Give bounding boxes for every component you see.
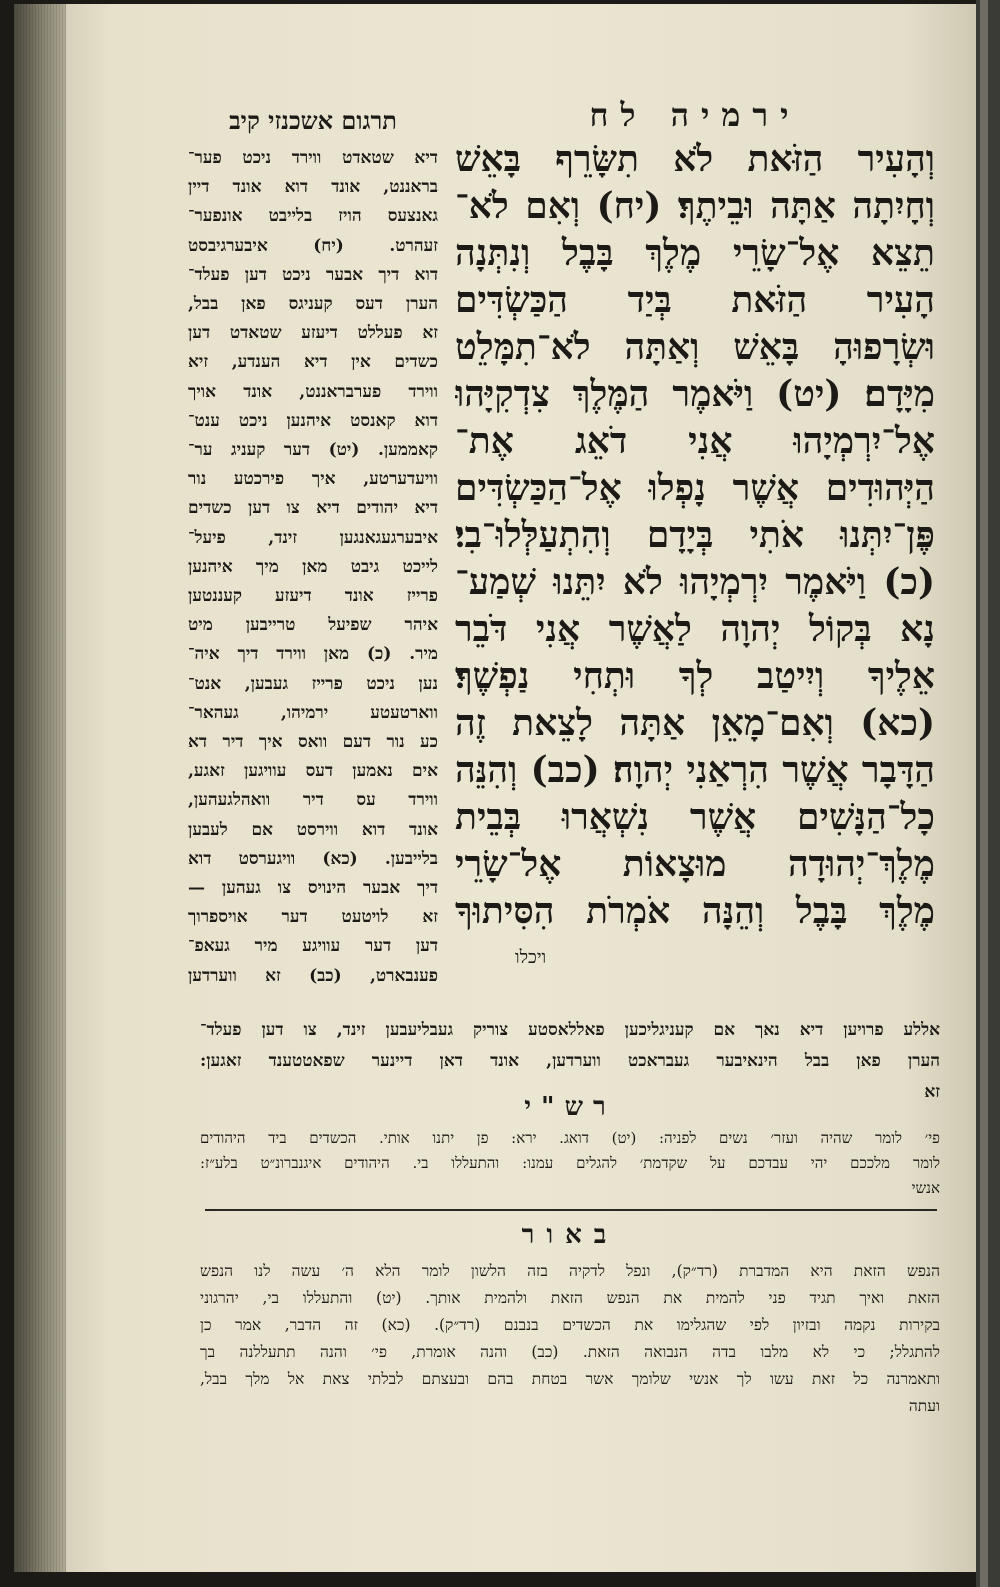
targum-line: ווארטעטע ירמיהו, געהאר־: [188, 702, 438, 723]
targum-line: נען ניכט פרייז געבען, אנט־: [188, 673, 438, 694]
main-text-line: מֶלֶךְ בָּבֶל וְהֵנָּה אֹמְרֹת הִסִּיתוּךָ: [455, 890, 935, 932]
targum-line: דיא שטאדט ווירד ניכט פער־: [188, 148, 438, 168]
main-text-line: מִיָּדָם׃ (יט) וַיֹּאמֶר הַמֶּלֶךְ צִדְקִיָּהוּ: [455, 373, 935, 415]
main-text-line: (כ) וַיֹּאמֶר יִרְמְיָהוּ לֹא יִתֵּנוּ שְׁמַע־: [455, 561, 935, 603]
targum-line: ווירד פערבראננט, אונד אויך: [188, 381, 438, 402]
targum-line: כשדים אין דיא הענדע, זיא: [188, 352, 438, 373]
targum-continuation-line: אללע פרויען דיא נאך אם קעניגליכען פאללאסטע צוריק געבליעבען זינד, צו דען פעלד־: [200, 1020, 940, 1040]
biur-title: באור: [521, 1220, 619, 1250]
targum-line: פרייז אונד דיעזע קעננטען: [188, 586, 438, 607]
rashi-title: רש"י: [524, 1092, 616, 1122]
main-text-line: תֵצֵא אֶל־שָׂרֵי מֶלֶךְ בָּבֶל וְנִתְּנָה: [455, 232, 935, 274]
biur-catchword: ועתה: [908, 1397, 940, 1415]
biur-line: בקירות נקמה ובזיון לפי שהגלימו את הכשדים בנבנם (רד״ק). (כא) זה הדבר, אמר כן: [200, 1316, 940, 1334]
targum-line: דיא יהודים דיא צו דען כשדים: [188, 498, 438, 519]
targum-line: איבערגעגאנגען זינד, פיעל־: [188, 527, 438, 548]
targum-line: אונד דוא ווירסט אם לעבען: [188, 819, 438, 840]
main-text-line: אֵלֶיךָ וְיִיטַב לְךָ וּתְחִי נַפְשֶׁךָ׃: [455, 655, 935, 697]
targum-column: [188, 106, 438, 991]
targum-line: דוא קאנסט איהנען ניכט ענט־: [188, 410, 438, 431]
main-text-line: וְהָעִיר הַזֹּאת לֹא תִשָּׂרֵף בָּאֵשׁ: [455, 138, 935, 180]
main-text-line: כָל־הַנָּשִׁים אֲשֶׁר נִשְׁאֲרוּ בְּבֵית: [455, 796, 935, 838]
divider-rule: [205, 1209, 937, 1211]
main-text-line: נָא בְּקוֹל יְהוָה לַאֲשֶׁר אֲנִי דֹּבֵר: [455, 608, 935, 650]
targum-catchword: זא: [924, 1082, 940, 1102]
targum-line: פענבארט, (כב) זא ווערדען: [188, 965, 438, 986]
rashi-lines: [200, 1126, 940, 1176]
targum-line: זא פעללט דיעזע שטאדט דען: [188, 323, 438, 344]
biur-line: הזאת ואיך תגיד פני להמית את הנפש הזאת ולהמית אותך. (יט) והתעללו בי, יהרגוני: [200, 1289, 940, 1307]
rashi-commentary: [200, 1126, 940, 1201]
targum-line: מיר. (כ) מאן ווירד דיך איה־: [188, 644, 438, 665]
biur-commentary: [200, 1258, 940, 1420]
targum-line: אים נאמען דעס עוויגען זאגע,: [188, 761, 438, 782]
targum-line: דיך אבער הינויס צו געהען —: [188, 878, 438, 899]
targum-lines: [188, 144, 438, 991]
biur-line: ותאמרנה כל זאת עשו לך אנשי שלומך אשר בטחת בהם ובעצתם לבלתי צאת אל מלך בבל,: [200, 1370, 940, 1388]
targum-line: בראננט, אונד דוא אונד דיין: [188, 177, 438, 198]
main-text-line: אֶל־יִרְמְיָהוּ אֲנִי דֹאֵג אֶת־: [455, 420, 935, 462]
main-text-line: (כא) וְאִם־מָאֵן אַתָּה לָצֵאת זֶה: [455, 702, 935, 744]
main-text-line: הַיְּהוּדִים אֲשֶׁר נָפְלוּ אֶל־הַכַּשְׂדִּים: [455, 467, 935, 509]
targum-line: איהר שפיעל טרייבען מיט: [188, 615, 438, 636]
targum-line: ווירד עס דיר וואהלגעהען,: [188, 790, 438, 811]
biur-line: הנפש הזאת היא המדברת (רד״ק), ונפל לדקיה בזה הלשון לומר הלא ה׳ עשה לנו הנפש: [200, 1262, 940, 1280]
targum-line: גאנצעס הויז בלייבט אונפער־: [188, 206, 438, 227]
targum-line: קאממען. (יט) דער קעניג ער־: [188, 440, 438, 461]
rashi-line: לומר מלככם יהי עבדכם על שקדמת׳ להגלים עמנו: והתעללו בי. היהודים איגנברונ״ט בלע״ז:: [200, 1154, 940, 1172]
targum-line: דען דער עוויגע מיר געאפ־: [188, 936, 438, 957]
targum-continuation-line: הערן פאן בבל הינאיבער געבראכט ווערדען, אונד דאן דיינער שפאטטענד זאגען:: [200, 1051, 940, 1071]
targum-line: כע נור דעם וואס איך דיר דא: [188, 732, 438, 753]
main-text-line: הָעִיר הַזֹּאת בְּיַד הַכַּשְׂדִּים: [455, 279, 935, 321]
biur-line: להתגלל; כי לא מלבו בדה הנבואה הזאת. (כב) והנה אומרת, פי׳ והנה תתעללנה בך: [200, 1343, 940, 1361]
main-text-line: וְחָיִתָה אַתָּה וּבֵיתֶךָ׃ (יח) וְאִם לֹא־: [455, 185, 935, 227]
targum-heading: תרגום אשכנזי קיב: [229, 106, 397, 135]
main-text-line: מֶלֶךְ־יְהוּדָה מוּצָאוֹת אֶל־שָׂרֵי: [455, 843, 935, 885]
main-text-line: פֶּן־יִתְּנוּ אֹתִי בְּיָדָם וְהִתְעַלְּלוּ־בִי׃: [455, 514, 935, 556]
targum-line: זא לויטעט דער אויספרוך: [188, 907, 438, 928]
rashi-catchword: אנשי: [911, 1179, 940, 1197]
targum-continuation-lines: [200, 1015, 940, 1077]
biur-lines: [200, 1258, 940, 1393]
targum-line: זעהרט. (יח) איבערגיבסט: [188, 235, 438, 256]
targum-line: הערן דעס קעניגס פאן בבל,: [188, 294, 438, 315]
targum-line: בלייבען. (כא) וויגערסט דוא: [188, 848, 438, 869]
main-text-lines: [455, 136, 935, 935]
rashi-line: פי׳ לומר שהיה ועזר׳ נשים לפניה: (יט) דואג. ירא: פן יתנו אותי. הכשדים ביד היהודים: [200, 1129, 940, 1147]
catchword: ויכלו: [515, 947, 547, 968]
main-text-column: [455, 96, 935, 968]
scan-border: [976, 0, 1000, 1587]
running-head: ירמיה לח: [589, 96, 801, 134]
main-text-line: וּשְׂרָפוּהָ בָּאֵשׁ וְאַתָּה לֹא־תִמָּלֵט: [455, 326, 935, 368]
targum-line: וויעדערטע, איך פירכטע נור: [188, 469, 438, 490]
targum-line: דוא דיך אבער ניכט דען פעלד־: [188, 264, 438, 285]
targum-line: לייכט גיבט מאן מיך איהנען: [188, 556, 438, 577]
page-edges: [14, 4, 68, 1572]
main-text-line: הַדָּבָר אֲשֶׁר הִרְאַנִי יְהוָה׃ (כב) וְהִנֵּה: [455, 749, 935, 791]
